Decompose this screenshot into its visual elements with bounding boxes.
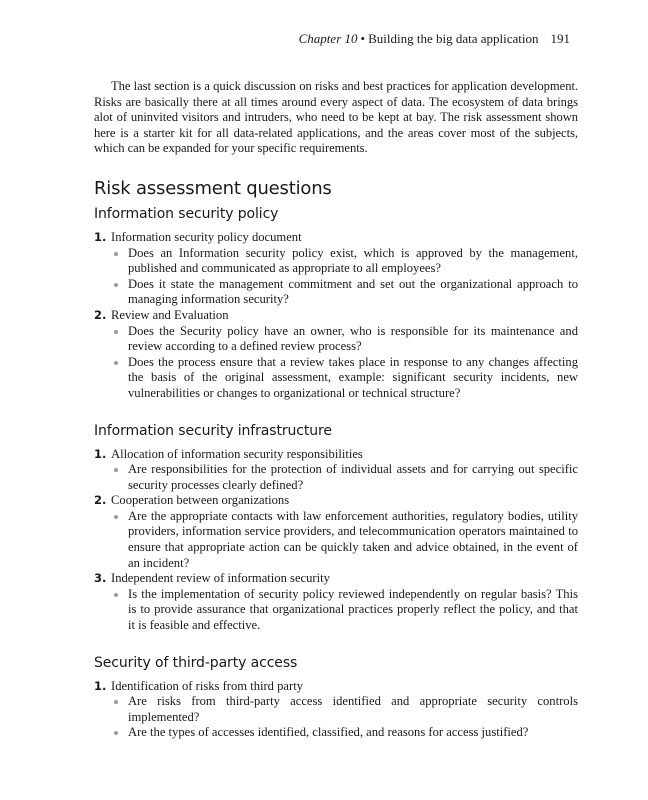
item-title: Information security policy document xyxy=(111,229,302,244)
bullet-dot-icon xyxy=(114,593,118,597)
item-number: 2. xyxy=(94,493,107,508)
bullet-dot-icon xyxy=(114,252,118,256)
bullet-list xyxy=(111,246,578,308)
item-number: 2. xyxy=(94,307,107,322)
bullet-text: Are responsibilities for the protection of individual assets and for carrying out specific security processes clearly defined? xyxy=(128,462,578,492)
list-item xyxy=(94,679,578,741)
item-title: Independent review of information security xyxy=(111,571,330,586)
bullet-dot-icon xyxy=(114,468,118,472)
bullet-item xyxy=(128,587,578,634)
bullet-text: Does the process ensure that a review takes place in response to any changes affecting the basis of the original assessment, example: significant security incidents, new vulnerabilities or changes to organizational or technical structure? xyxy=(128,354,578,400)
numbered-list xyxy=(94,679,578,741)
list-item xyxy=(94,230,578,308)
bullet-item xyxy=(128,509,578,571)
bullet-dot-icon xyxy=(114,361,118,365)
bullet-dot-icon xyxy=(114,731,118,735)
bullet-dot-icon xyxy=(114,283,118,287)
bullet-item xyxy=(128,246,578,277)
section-heading: Information security policy xyxy=(94,205,279,222)
list-item xyxy=(94,447,578,494)
item-number: 1. xyxy=(94,446,107,461)
bullet-text: Does an Information security policy exist, which is approved by the management, published and communicated as appropriate to all employees? xyxy=(128,245,578,276)
list-item xyxy=(94,493,578,571)
bullet-list xyxy=(111,694,578,741)
chapter-label: Chapter 10 xyxy=(298,31,358,46)
bullet-item xyxy=(128,277,578,308)
section-heading: Security of third-party access xyxy=(94,654,298,671)
bullet-dot-icon xyxy=(114,330,118,334)
list-item xyxy=(94,308,578,402)
bullet-dot-icon xyxy=(114,700,118,704)
bullet-text: Are risks from third-party access identified and appropriate security controls implemented? xyxy=(128,694,578,724)
bullet-item xyxy=(128,324,578,355)
bullet-list xyxy=(111,324,578,402)
page-number: 191 xyxy=(550,31,570,46)
numbered-list xyxy=(94,230,578,402)
list-item xyxy=(94,571,578,633)
bullet-item xyxy=(128,462,578,493)
item-title: Allocation of information security responsibilities xyxy=(111,446,363,461)
header-separator: • xyxy=(360,31,366,46)
page-body xyxy=(94,79,578,741)
bullet-list xyxy=(111,587,578,634)
bullet-text: Are the types of accesses identified, classified, and reasons for access justified? xyxy=(128,725,529,740)
bullet-dot-icon xyxy=(114,515,118,519)
bullet-text: Are the appropriate contacts with law enforcement authorities, regulatory bodies, utility providers, information service providers, and telecommunication operators maintained to ensure that appropriate action can be quickly taken and advice obtained, in the event of an incident? xyxy=(128,508,578,570)
chapter-title: Building the big data application xyxy=(368,31,539,46)
running-header xyxy=(299,31,570,47)
bullet-list xyxy=(111,509,578,571)
main-heading: Risk assessment questions xyxy=(94,177,332,199)
numbered-list xyxy=(94,447,578,634)
item-title: Review and Evaluation xyxy=(111,307,229,322)
item-number: 1. xyxy=(94,229,107,244)
bullet-item xyxy=(128,694,578,725)
item-title: Identification of risks from third party xyxy=(111,678,304,693)
item-number: 3. xyxy=(94,571,107,586)
intro-paragraph: The last section is a quick discussion on risks and best practices for application development. Risks are basically there at all times around every aspect of data. The ecosystem of data brings alot of uninvited visitors and intruders, who need to be kept at bay. The risk assessment shown here is a starter kit for all data-related applications, and the areas cover most of the subjects, which can be expanded for your specific requirements. xyxy=(94,79,578,156)
section-heading: Information security infrastructure xyxy=(94,422,332,439)
bullet-text: Does it state the management commitment and set out the organizational approach to managing information security? xyxy=(128,276,578,307)
bullet-item xyxy=(128,355,578,402)
item-number: 1. xyxy=(94,678,107,693)
bullet-list xyxy=(111,462,578,493)
bullet-item xyxy=(128,725,578,741)
bullet-text: Does the Security policy have an owner, who is responsible for its maintenance and review according to a defined review process? xyxy=(128,323,578,354)
item-title: Cooperation between organizations xyxy=(111,493,290,508)
bullet-text: Is the implementation of security policy reviewed independently on regular basis? This is to provide assurance that organizational practices properly reflect the policy, and that it is feasible and effective. xyxy=(128,586,578,633)
